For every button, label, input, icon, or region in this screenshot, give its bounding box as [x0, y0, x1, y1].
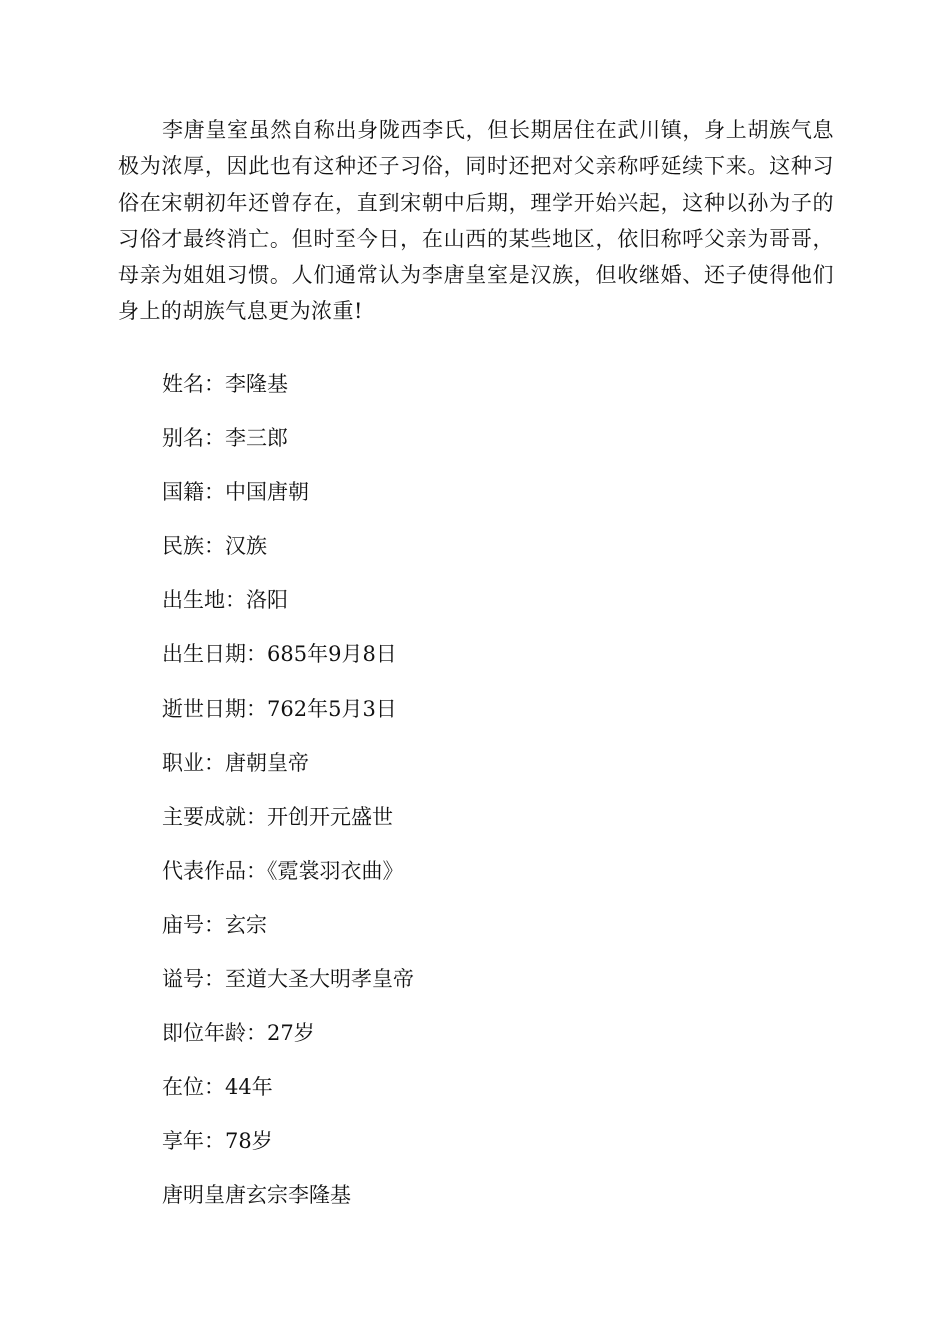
- field-birth-date: 出生日期：685年9月8日: [162, 642, 397, 667]
- field-death-date: 逝世日期：762年5月3日: [162, 696, 397, 721]
- field-lifespan: 享年：78岁: [162, 1129, 273, 1154]
- body-paragraph: 李唐皇室虽然自称出身陇西李氏，但长期居住在武川镇，身上胡族气息极为浓厚，因此也有这种还子习俗，同时还把对父亲称呼延续下来。这种习俗在宋朝初年还曾存在，直到宋朝中后期，理学开始兴起，这种以孙为子的习俗才最终消亡。但时至今日，在山西的某些地区，依旧称呼父亲为哥哥，母亲为姐姐习惯。人们通常认为李唐皇室是汉族，但收继婚、还子使得他们身上的胡族气息更为浓重!: [118, 118, 834, 324]
- profile-field-list: [162, 357, 414, 1223]
- field-birthplace: 出生地：洛阳: [162, 588, 288, 613]
- field-alias: 别名：李三郎: [162, 426, 288, 451]
- field-reign-length: 在位：44年: [162, 1075, 273, 1100]
- field-nationality: 国籍：中国唐朝: [162, 480, 309, 505]
- field-temple-name: 庙号：玄宗: [162, 912, 267, 937]
- field-works: 代表作品：《霓裳羽衣曲》: [162, 858, 404, 883]
- section-heading: 唐明皇唐玄宗李隆基: [162, 1183, 351, 1208]
- field-posthumous-name: 谥号：至道大圣大明孝皇帝: [162, 967, 414, 992]
- field-achievement: 主要成就：开创开元盛世: [162, 804, 393, 829]
- field-occupation: 职业：唐朝皇帝: [162, 750, 309, 775]
- field-name: 姓名：李隆基: [162, 372, 288, 396]
- field-ethnicity: 民族：汉族: [162, 534, 267, 559]
- field-accession-age: 即位年龄：27岁: [162, 1021, 315, 1046]
